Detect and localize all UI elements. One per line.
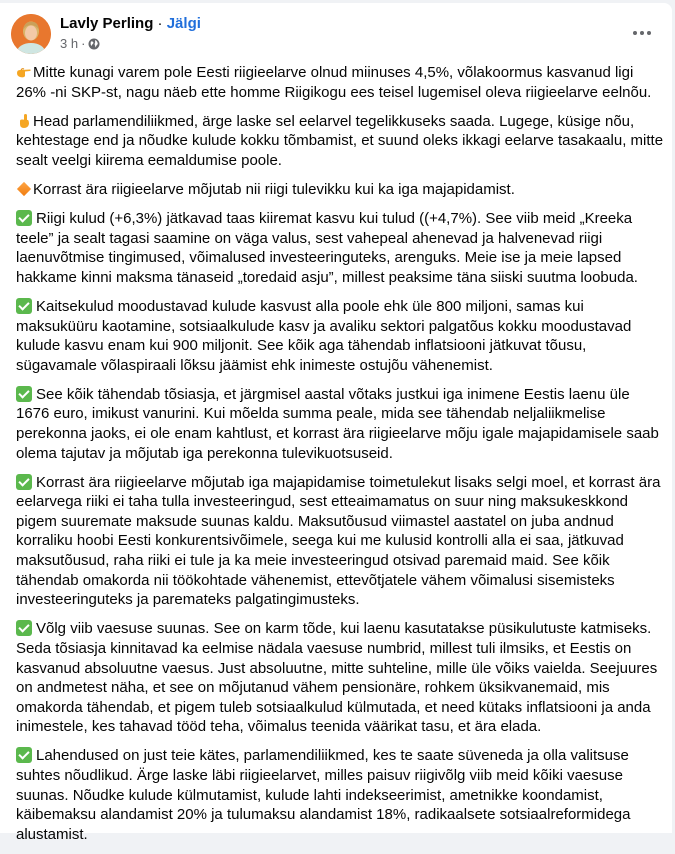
more-options-button[interactable] [628,25,656,41]
post-body [16,63,664,854]
author-name-link[interactable]: Lavly Perling [60,15,154,32]
paragraph-text: Mitte kunagi varem pole Eesti riigieelarve olnud miinuses 4,5%, võlakoormus kasvanud ligi 26% -ni SKP-st, nagu näeb ette homme Riigikogu ees teisel lugemisel oleva riigieelarve eelnõu. [16,64,652,101]
post-paragraph [16,180,664,200]
more-dot [640,31,644,35]
check-mark-icon [16,474,32,490]
globe-icon[interactable] [88,38,100,50]
post-paragraph [16,63,664,102]
paragraph-text: See kõik tähendab tõsiasja, et järgmisel aastal võtaks justkui iga inimene Eestis laenu üle 1676 euro, imikust vanurini. Kui mõelda summa peale, mida see tähendab neljaliikmelise perekonna jaoks, ei ole enam kahtlust, et korrast ära riigieelarve mõju igale majapidamisele saab olema tajutav ja mõjutab iga perekonna tulevikuotsuseid. [16,385,659,462]
paragraph-text: Kaitsekulud moodustavad kulude kasvust alla poole ehk üle 800 miljoni, samas kui maksuküüru kaotamine, sotsiaalkulude kasv ja avaliku sektori palgatõus kokku moodustavad kulude kasvu enam kui 900 miljonit. See kõik aga tähendab inflatsiooni jätkuvat tõusu, sügavamale võlaspiraali lõksu jäämist ehk inimeste ostujõu vähenemist. [16,297,632,374]
separator: · [153,15,167,32]
author-avatar[interactable] [11,14,51,54]
paragraph-text: Head parlamendiliikmed, ärge laske sel eelarvel tegelikkuseks saada. Lugege, küsige nõu, kehtestage end ja nõudke kulude kokku tõmbamist, et suund oleks ikkagi eelarve tasakaalu, mitte sealt veelgi kiirema eemaldumise poole. [16,112,664,169]
post-paragraph [16,746,664,844]
check-mark-icon [16,298,32,314]
check-mark-icon [16,620,32,636]
avatar-photo-icon [11,14,51,54]
post-paragraph [16,209,664,287]
pointing-up-hand-icon [16,113,32,129]
post-paragraph [16,112,664,171]
check-mark-icon [16,747,32,763]
post-meta [60,36,100,52]
check-mark-icon [16,386,32,402]
post-paragraph [16,385,664,463]
paragraph-text: Lahendused on just teie kätes, parlamendiliikmed, kes te saate süveneda ja olla valitsuse suhtes nõudlikud. Ärge laske läbi riigieelarvet, milles paisuv riigivõlg viib meid kõiki vaesuse suunas. Nõudke kulude külmutamist, kulude lahti indekseerimist, ametnikke koondamist, käibemaksu alandamist 20% ja tulumaksu alandamist 18%, radikaalsete sotsiaalreformidega alustamist. [16,747,631,843]
orange-diamond-icon [16,181,32,197]
pointing-hand-icon [16,64,32,80]
paragraph-text: Korrast ära riigieelarve mõjutab iga majapidamise toimetulekut lisaks selgi moel, et korrast ära eelarvega riiki ei taha tulla investeeringud, sest etteaimamatus on suur ning maksukeskkond pigem suuremate maksude suunas kaldu. Maksutõusud viimastel aastatel on juba andnud korraliku hoobi Eesti konkurentsivõimele, seega kui me kulusid kontrolli alla ei saa, jätkuvad maksutõusud, raha riiki ei tule ja ka meie investeeringud otsivad paremaid maid. See kõik tähendab omakorda nii töökohtade vähenemist, ettevõtjatele vähem võimalusi sisemisteks investeeringuteks ja paremateks palgatingimusteks. [16,473,661,609]
paragraph-text: Riigi kulud (+6,3%) jätkavad taas kiiremat kasvu kui tulud ((+4,7%). See viib meid „Kreeka teele” ja sealt tagasi saamine on väga valus, sest vahepeal ahenevad ja halvenevad riigi laenuvõtmise tingimused, võimalused investeeringuteks, arenguks. Meie ise ja meie lapsed hakkame kinni maksma tänaseid „toredaid asju”, millest peaksime täna siiski suutma loobuda. [16,210,638,286]
post-card [0,3,672,843]
post-paragraph [16,619,664,737]
author-line [60,14,201,34]
paragraph-text: Võlg viib vaesuse suunas. See on karm tõde, kui laenu kasutatakse püsikulutuste katmiseks. Seda tõsiasja kinnitavad ka eelmise nädala vaesuse numbrid, millest tuli ilmsiks, et Eestis on kasvanud absoluutne vaesus. Just absoluutne, mitte suhteline, mille üle võiks vaielda. Seejuures on andmetest näha, et see on mõjutanud vähem pensionäre, rohkem üksikvanemaid, mis omakorda tähendab, et pigem tuleb sotsiaalkulud külmutada, et need kütaks inflatsiooni ja anda inimestele, kes tahavad tööd teha, võimalus teenida väärikat tasu, et ära elada. [16,620,658,736]
post-paragraph [16,297,664,375]
meta-separator: · [81,36,86,51]
follow-button[interactable]: Jälgi [166,15,201,32]
post-paragraph [16,473,664,610]
more-dot [633,31,637,35]
timestamp-link[interactable]: 3 h [60,36,79,51]
more-dot [647,31,651,35]
paragraph-text: Korrast ära riigieelarve mõjutab nii riigi tulevikku kui ka iga majapidamist. [33,180,515,198]
post-header [0,3,672,53]
check-mark-icon [16,210,32,226]
